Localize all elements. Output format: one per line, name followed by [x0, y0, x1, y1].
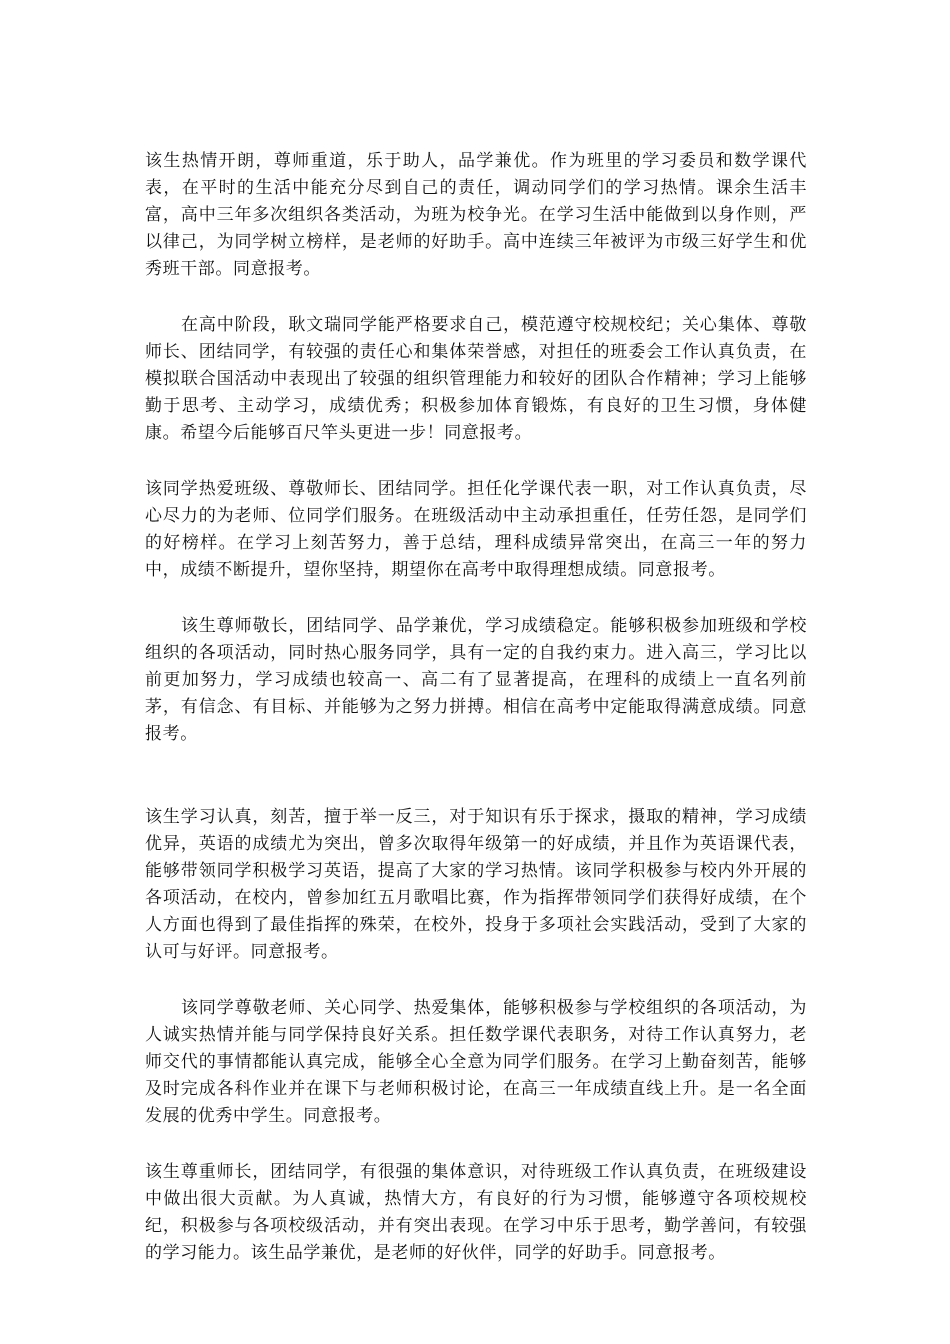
- comment-paragraph-4: 该生尊师敬长，团结同学、品学兼优，学习成绩稳定。能够积极参加班级和学校组织的各项活动，同时热心服务同学，具有一定的自我约束力。进入高三，学习比以前更加努力，学习成绩也较高一、高二有了显著提高，在理科的成绩上一直名列前茅，有信念、有目标、并能够为之努力拼搏。相信在高考中定能取得满意成绩。同意报考。: [145, 616, 807, 744]
- comment-paragraph-2: 在高中阶段，耿文瑞同学能严格要求自己，模范遵守校规校纪；关心集体、尊敬师长、团结同学，有较强的责任心和集体荣誉感，对担任的班委会工作认真负责，在模拟联合国活动中表现出了较强的组织管理能力和较好的团队合作精神；学习上能够勤于思考、主动学习，成绩优秀；积极参加体育锻炼，有良好的卫生习惯，身体健康。希望今后能够百尺竿头更进一步！同意报考。: [145, 315, 807, 443]
- comment-paragraph-3: 该同学热爱班级、尊敬师长、团结同学。担任化学课代表一职，对工作认真负责，尽心尽力的为老师、位同学们服务。在班级活动中主动承担重任，任劳任怨，是同学们的好榜样。在学习上刻苦努力，善于总结，理科成绩异常突出，在高三一年的努力中，成绩不断提升，望你坚持，期望你在高考中取得理想成绩。同意报考。: [145, 479, 807, 580]
- comment-paragraph-5: 该生学习认真，刻苦，擅于举一反三，对于知识有乐于探求，摄取的精神，学习成绩优异，英语的成绩尤为突出，曾多次取得年级第一的好成绩，并且作为英语课代表，能够带领同学积极学习英语，提高了大家的学习热情。该同学积极参与校内外开展的各项活动，在校内，曾参加红五月歌唱比赛，作为指挥带领同学们获得好成绩，在个人方面也得到了最佳指挥的殊荣，在校外，投身于多项社会实践活动，受到了大家的认可与好评。同意报考。: [145, 807, 807, 962]
- comment-paragraph-7: 该生尊重师长，团结同学，有很强的集体意识，对待班级工作认真负责，在班级建设中做出很大贡献。为人真诚，热情大方，有良好的行为习惯，能够遵守各项校规校纪，积极参与各项校级活动，并有突出表现。在学习中乐于思考，勤学善问，有较强的学习能力。该生品学兼优，是老师的好伙伴，同学的好助手。同意报考。: [145, 1162, 807, 1263]
- document-body: [145, 148, 807, 1267]
- comment-paragraph-6: 该同学尊敬老师、关心同学、热爱集体，能够积极参与学校组织的各项活动，为人诚实热情并能与同学保持良好关系。担任数学课代表职务，对待工作认真努力，老师交代的事情都能认真完成，能够全心全意为同学们服务。在学习上勤奋刻苦，能够及时完成各科作业并在课下与老师积极讨论，在高三一年成绩直线上升。是一名全面发展的优秀中学生。同意报考。: [145, 998, 807, 1126]
- comment-paragraph-1: 该生热情开朗，尊师重道，乐于助人，品学兼优。作为班里的学习委员和数学课代表，在平时的生活中能充分尽到自己的责任，调动同学们的学习热情。课余生活丰富，高中三年多次组织各类活动，为班为校争光。在学习生活中能做到以身作则，严以律己，为同学树立榜样，是老师的好助手。高中连续三年被评为市级三好学生和优秀班干部。同意报考。: [145, 151, 807, 279]
